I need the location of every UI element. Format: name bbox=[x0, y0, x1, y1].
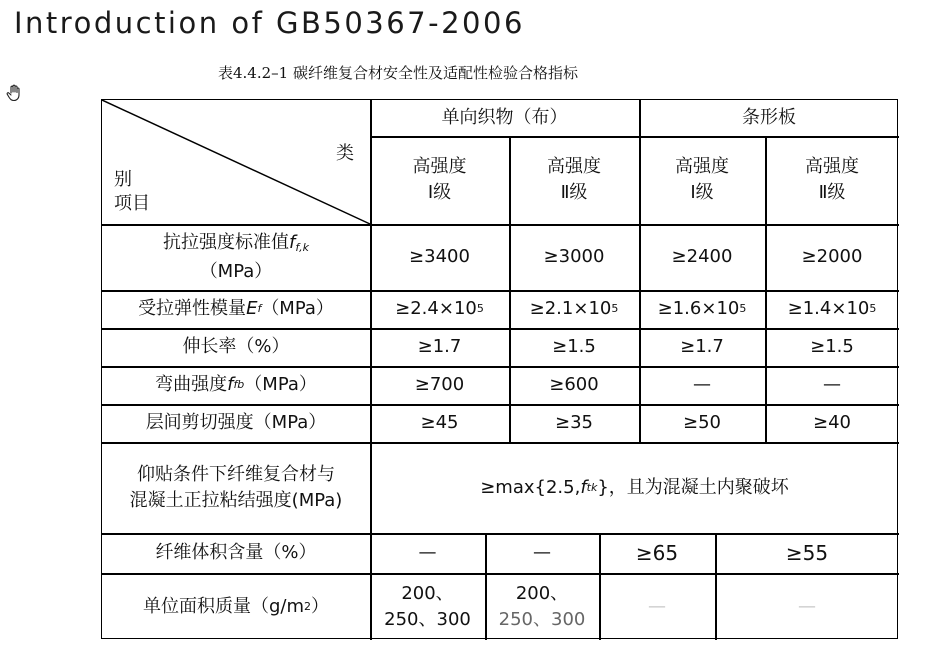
value-text: ≥max{2.5, bbox=[480, 476, 581, 498]
mantissa: ≥2.4 bbox=[395, 298, 439, 319]
header-group-fabric: 单向织物（布） bbox=[441, 107, 568, 128]
value-cell bbox=[370, 573, 485, 640]
subscript: f bbox=[257, 302, 262, 315]
value-cell bbox=[370, 290, 509, 328]
value-text: }，且为混凝土内聚破坏 bbox=[597, 476, 789, 498]
value-cell: ≥1.5 bbox=[810, 336, 854, 357]
label-text: 抗拉强度标准值 bbox=[163, 231, 290, 253]
slide-title: Introduction of GB50367-2006 bbox=[14, 6, 525, 40]
value-cell bbox=[639, 290, 765, 328]
times-ten: ×10 bbox=[831, 298, 870, 319]
times-ten: ×10 bbox=[701, 298, 740, 319]
value-line: 200、 bbox=[515, 582, 569, 604]
exponent: 5 bbox=[869, 302, 877, 315]
value-cell: ≥700 bbox=[414, 374, 465, 395]
label-line: 仰贴条件下纤维复合材与 bbox=[137, 463, 335, 485]
superscript: 2 bbox=[304, 599, 312, 613]
header-fabric-grade1 bbox=[370, 136, 509, 224]
symbol: f bbox=[289, 231, 296, 253]
row-label-bond-strength bbox=[102, 442, 370, 533]
header-corner-item: 项目 bbox=[114, 193, 150, 214]
mantissa: ≥1.4 bbox=[787, 298, 832, 319]
spec-table bbox=[101, 99, 898, 639]
value-cell: — bbox=[693, 374, 711, 395]
mantissa: ≥1.6 bbox=[657, 298, 702, 319]
value-cell: ≥45 bbox=[420, 412, 459, 433]
value-cell: ≥65 bbox=[635, 541, 679, 565]
subscript: fb bbox=[233, 378, 245, 391]
value-cell: — bbox=[823, 374, 841, 395]
symbol: f bbox=[580, 476, 587, 498]
value-cell: ≥50 bbox=[683, 412, 721, 433]
header-strength-label: 高强度 bbox=[805, 156, 859, 177]
exponent: 5 bbox=[611, 302, 619, 315]
header-plate-grade1 bbox=[639, 136, 765, 224]
header-strength-label: 高强度 bbox=[547, 156, 601, 177]
value-cell: ≥1.7 bbox=[680, 336, 724, 357]
value-line: 200、 bbox=[401, 582, 454, 604]
bond-value-cell bbox=[370, 442, 899, 533]
exponent: 5 bbox=[476, 302, 484, 315]
row-label-elastic-modulus bbox=[102, 290, 370, 328]
value-cell: ≥3400 bbox=[409, 246, 470, 267]
label-text: 受拉弹性模量 bbox=[138, 298, 247, 319]
header-strength-label: 高强度 bbox=[412, 156, 467, 177]
value-cell: ≥1.7 bbox=[417, 336, 462, 357]
row-label-flexural-strength bbox=[102, 366, 370, 404]
times-ten: ×10 bbox=[573, 298, 612, 319]
row-label-tensile-strength bbox=[102, 224, 370, 290]
value-cell bbox=[509, 290, 639, 328]
header-grade-label: Ⅰ级 bbox=[690, 182, 714, 203]
header-grade-label: Ⅱ级 bbox=[560, 182, 588, 203]
times-ten: ×10 bbox=[438, 298, 477, 319]
header-fabric-grade2 bbox=[509, 136, 639, 224]
value-cell: ≥2400 bbox=[671, 246, 733, 267]
exponent: 5 bbox=[739, 302, 747, 315]
value-cell: ≥55 bbox=[785, 541, 829, 565]
header-grade-label: Ⅱ级 bbox=[818, 182, 846, 203]
row-label-shear-strength: 层间剪切强度（MPa） bbox=[145, 412, 327, 433]
value-line: 250、300 bbox=[498, 608, 586, 630]
label-line: 混凝土正拉粘结强度(MPa) bbox=[129, 489, 343, 511]
value-line: 250、300 bbox=[384, 608, 471, 630]
row-label-area-mass bbox=[102, 573, 370, 640]
value-cell: ≥1.5 bbox=[552, 336, 596, 357]
header-group-plate: 条形板 bbox=[742, 107, 796, 128]
value-cell: ≥600 bbox=[549, 374, 599, 395]
symbol: E bbox=[246, 298, 258, 319]
header-corner-class: 别 bbox=[114, 169, 132, 190]
header-corner-category: 类 bbox=[336, 143, 354, 164]
subscript: tk bbox=[586, 480, 598, 494]
label-text: 弯曲强度 bbox=[155, 374, 228, 395]
value-cell: ≥40 bbox=[813, 412, 851, 433]
value-cell bbox=[485, 573, 599, 640]
value-cell: — bbox=[533, 542, 551, 563]
hand-cursor-icon bbox=[6, 84, 22, 102]
row-label-elongation: 伸长率（%） bbox=[182, 336, 290, 357]
value-cell: — bbox=[648, 595, 666, 617]
value-cell: — bbox=[798, 595, 816, 617]
row-label-fiber-volume: 纤维体积含量（%） bbox=[155, 542, 317, 563]
value-cell: ≥3000 bbox=[543, 246, 605, 267]
header-plate-grade2 bbox=[765, 136, 899, 224]
symbol: f bbox=[227, 374, 234, 395]
table-caption: 表4.4.2–1 碳纤维复合材安全性及适配性检验合格指标 bbox=[218, 64, 578, 82]
value-cell: ≥35 bbox=[555, 412, 593, 433]
header-grade-label: Ⅰ级 bbox=[427, 182, 452, 203]
label-unit: （MPa） bbox=[244, 374, 317, 395]
label-text: ） bbox=[311, 595, 330, 617]
label-text: 单位面积质量（g/m bbox=[142, 595, 305, 617]
subscript: f,k bbox=[295, 240, 309, 254]
header-strength-label: 高强度 bbox=[675, 156, 729, 177]
label-unit: （MPa） bbox=[261, 298, 334, 319]
label-line bbox=[163, 231, 309, 260]
value-cell: ≥2000 bbox=[801, 246, 863, 267]
mantissa: ≥2.1 bbox=[529, 298, 574, 319]
value-cell bbox=[765, 290, 899, 328]
label-unit: （MPa） bbox=[199, 260, 273, 282]
value-cell: — bbox=[418, 542, 437, 563]
